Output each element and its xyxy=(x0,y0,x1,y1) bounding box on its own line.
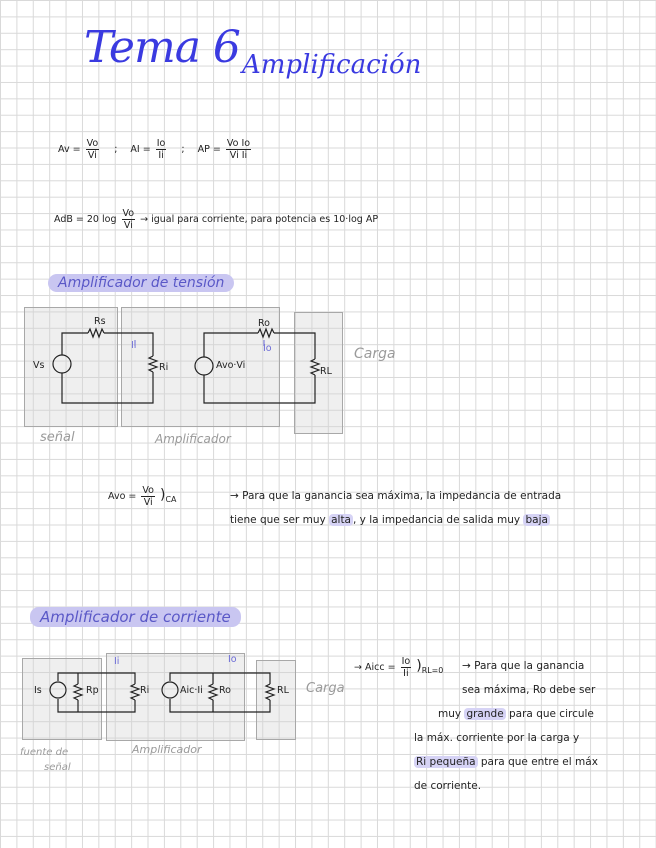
label-carga: Carga xyxy=(354,346,396,362)
avo-formula: Avo = $\frac{Vo}{Vi}$ )$_{CA}$ xyxy=(108,485,177,508)
decibel-formula: AdB = 20 log $\frac{Vo}{Vi}$ → igual para corriente, para potencia es 10·log AP xyxy=(54,208,379,231)
label-senal-2: señal xyxy=(44,762,71,773)
current-amp-note-l1: → Para que la ganancia xyxy=(462,660,585,672)
label-rl: RL xyxy=(320,366,332,377)
aicc-formula: → Aicc = $\frac{Io}{Ii}$ )$_{RL=0}$ xyxy=(354,656,444,679)
page-subtitle: Amplificación xyxy=(242,50,422,80)
label-io: Io xyxy=(263,343,272,354)
label-rp: Rp xyxy=(86,685,99,696)
voltage-amp-note: → Para que la ganancia sea máxima, la impedancia de entrada tiene que ser muy alta , y la impedancia de salida muy baja xyxy=(230,490,562,526)
label-ri-2: Ri xyxy=(140,685,150,696)
current-amp-note-l5: Ri pequeña para que entre el máx xyxy=(416,756,598,768)
current-amp-note-l4: la máx. corriente por la carga y xyxy=(414,732,580,744)
label-fuente: fuente de xyxy=(20,747,69,758)
label-ii-2: Ii xyxy=(114,656,120,667)
label-rl-2: RL xyxy=(277,685,289,696)
label-vs: Vs xyxy=(33,360,45,371)
section-heading-current-amp: Amplificador de corriente xyxy=(30,607,241,627)
label-ro: Ro xyxy=(258,318,270,329)
current-amp-note-l2: sea máxima, Ro debe ser xyxy=(462,684,596,696)
current-amp-note-l3: muy grande para que circule xyxy=(438,708,594,720)
label-io-2: Io xyxy=(228,654,237,665)
label-rs: Rs xyxy=(94,316,106,327)
page-title: Tema 6 xyxy=(84,22,240,73)
label-ii: Ii xyxy=(131,340,137,351)
gain-formulas: Av = $\frac{Vo}{Vi}$ ; AI = $\frac{Io}{Ii}$ ; AP = $\frac{\text{Vo Io}}{\text{Vi Ii}}$ xyxy=(58,138,251,161)
label-amplificador: Amplificador xyxy=(155,432,231,446)
section-heading-voltage-amp: Amplificador de tensión xyxy=(48,274,234,292)
label-senal: señal xyxy=(40,430,75,445)
label-aic-ii: Aic·Ii xyxy=(180,685,203,696)
label-avo-vi: Avo·Vi xyxy=(216,360,246,371)
current-amp-note-l6: de corriente. xyxy=(414,780,482,792)
label-amplificador-2: Amplificador xyxy=(132,743,202,756)
label-ro-2: Ro xyxy=(219,685,231,696)
label-carga-2: Carga xyxy=(306,681,345,696)
label-ri: Ri xyxy=(159,362,169,373)
label-is: Is xyxy=(34,685,42,696)
